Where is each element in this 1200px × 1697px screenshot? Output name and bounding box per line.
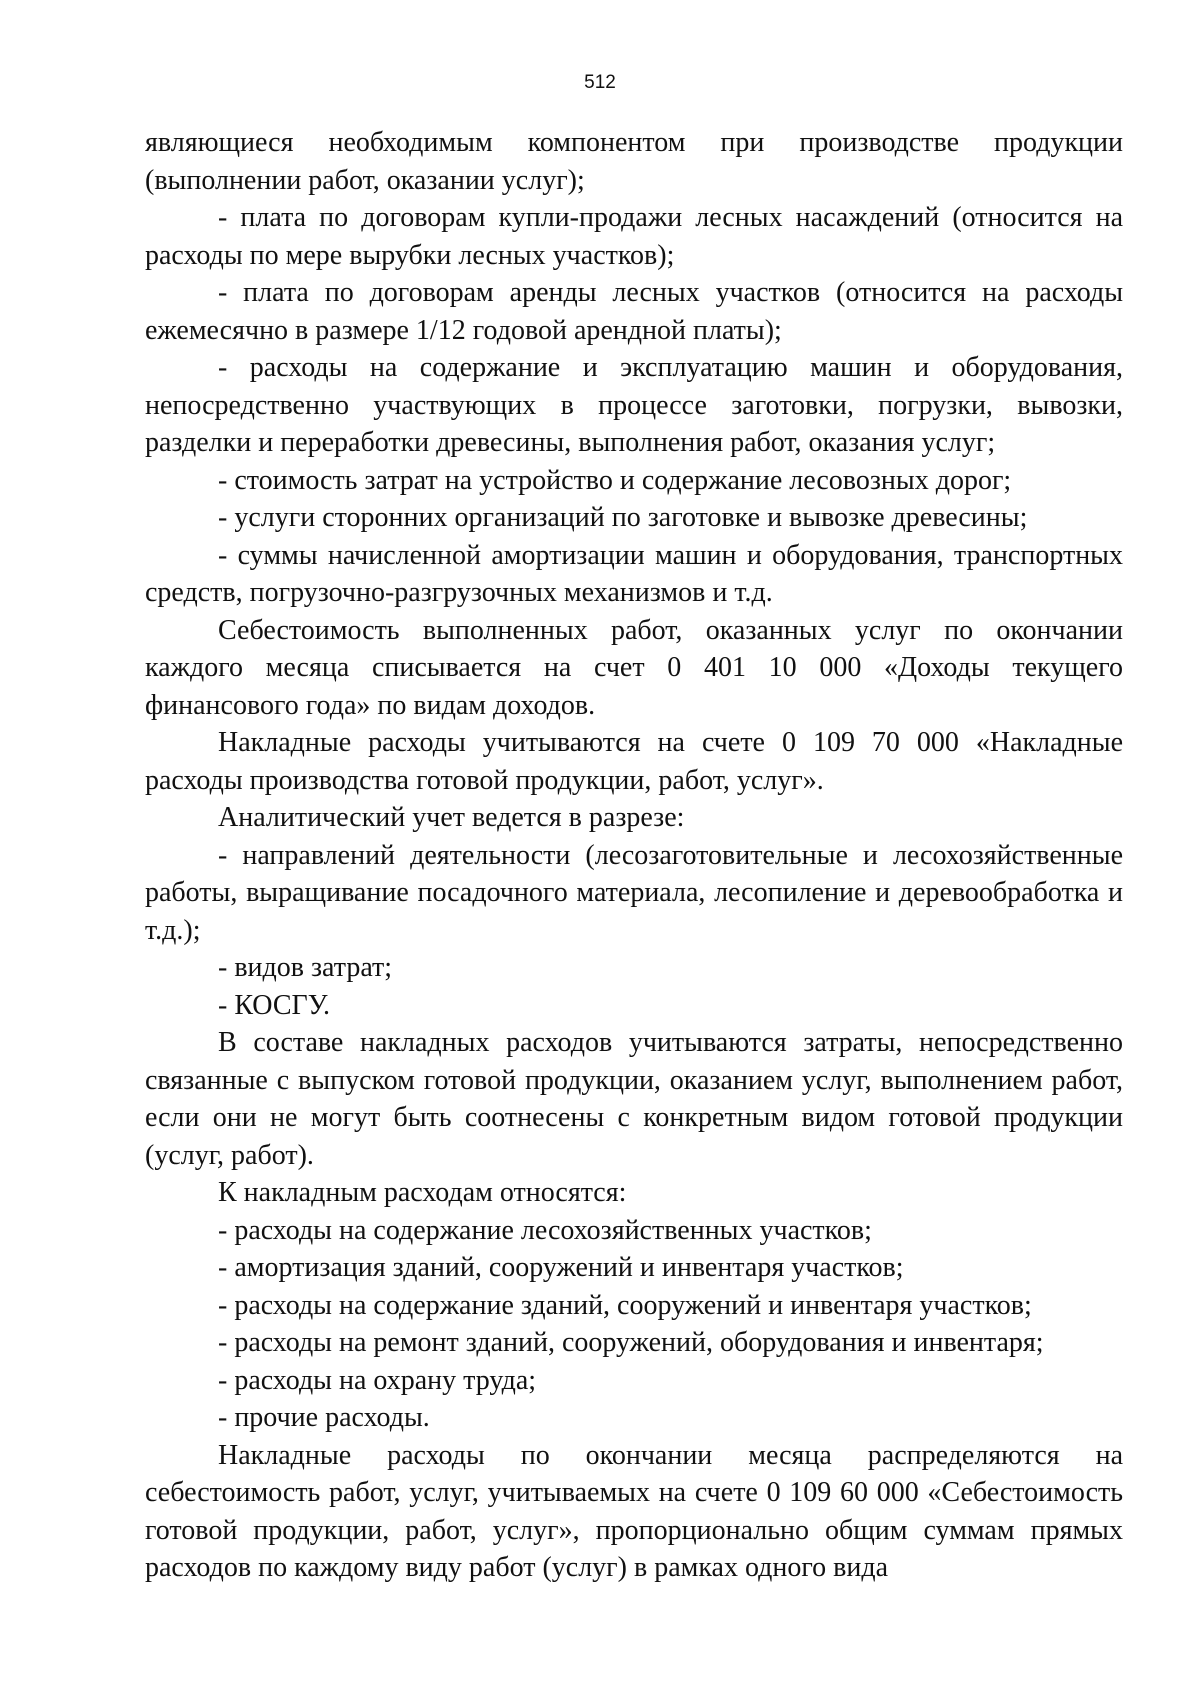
list-item: - суммы начисленной амортизации машин и оборудования, транспортных средств, погрузочно-разгрузочных механизмов и т.д. bbox=[145, 539, 1123, 608]
paragraph: Аналитический учет ведется в разрезе: bbox=[218, 802, 685, 833]
paragraph: Себестоимость выполненных работ, оказанных услуг по окончании каждого месяца списывается на счет 0 401 10 000 «Доходы текущего финансового года» по видам доходов. bbox=[145, 614, 1123, 721]
list-item: - направлений деятельности (лесозаготовительные и лесохозяйственные работы, выращивание посадочного материала, лесопиление и деревообработка и т.д.); bbox=[145, 839, 1123, 946]
page-number: 512 bbox=[584, 72, 616, 93]
list-item: - расходы на ремонт зданий, сооружений, оборудования и инвентаря; bbox=[218, 1327, 1044, 1358]
list-item: - расходы на содержание лесохозяйственных участков; bbox=[218, 1214, 872, 1246]
list-item: - расходы на содержание зданий, сооружений и инвентаря участков; bbox=[218, 1289, 1032, 1321]
list-item: - стоимость затрат на устройство и содержание лесовозных дорог; bbox=[218, 464, 1012, 496]
paragraph: являющиеся необходимым компонентом при производстве продукции (выполнении работ, оказании услуг); bbox=[145, 127, 1123, 196]
paragraph: Накладные расходы учитываются на счете 0 109 70 000 «Накладные расходы производства готовой продукции, работ, услуг». bbox=[145, 727, 1123, 796]
list-item: - услуги сторонних организаций по заготовке и вывозке древесины; bbox=[218, 502, 1028, 533]
document-body bbox=[145, 124, 1123, 1587]
list-item: - расходы на охрану труда; bbox=[218, 1364, 537, 1396]
list-item: - плата по договорам купли-продажи лесных насаждений (относится на расходы по мере вырубки лесных участков); bbox=[145, 202, 1123, 271]
paragraph: В составе накладных расходов учитываются затраты, непосредственно связанные с выпуском готовой продукции, оказанием услуг, выполнением работ, если они не могут быть соотнесены с конкретным видом готовой продукции (услуг, работ). bbox=[145, 1027, 1123, 1171]
list-item: - КОСГУ. bbox=[218, 989, 330, 1021]
list-item: - расходы на содержание и эксплуатацию машин и оборудования, непосредственно участвующих в процессе заготовки, погрузки, вывозки, разделки и переработки древесины, выполнения работ, оказания услуг; bbox=[145, 352, 1123, 458]
paragraph: Накладные расходы по окончании месяца распределяются на себестоимость работ, услуг, учитываемых на счете 0 109 60 000 «Себестоимость готовой продукции, работ, услуг», пропорционально общим суммам прямых расходов по каждому виду работ (услуг) в рамках одного вида bbox=[145, 1439, 1123, 1583]
list-item: - прочие расходы. bbox=[218, 1402, 430, 1433]
list-item: - плата по договорам аренды лесных участков (относится на расходы ежемесячно в размере 1/12 годовой арендной платы); bbox=[145, 277, 1123, 346]
list-item: - амортизация зданий, сооружений и инвентаря участков; bbox=[218, 1252, 904, 1283]
list-item: - видов затрат; bbox=[218, 952, 393, 983]
paragraph: К накладным расходам относятся: bbox=[218, 1177, 627, 1208]
